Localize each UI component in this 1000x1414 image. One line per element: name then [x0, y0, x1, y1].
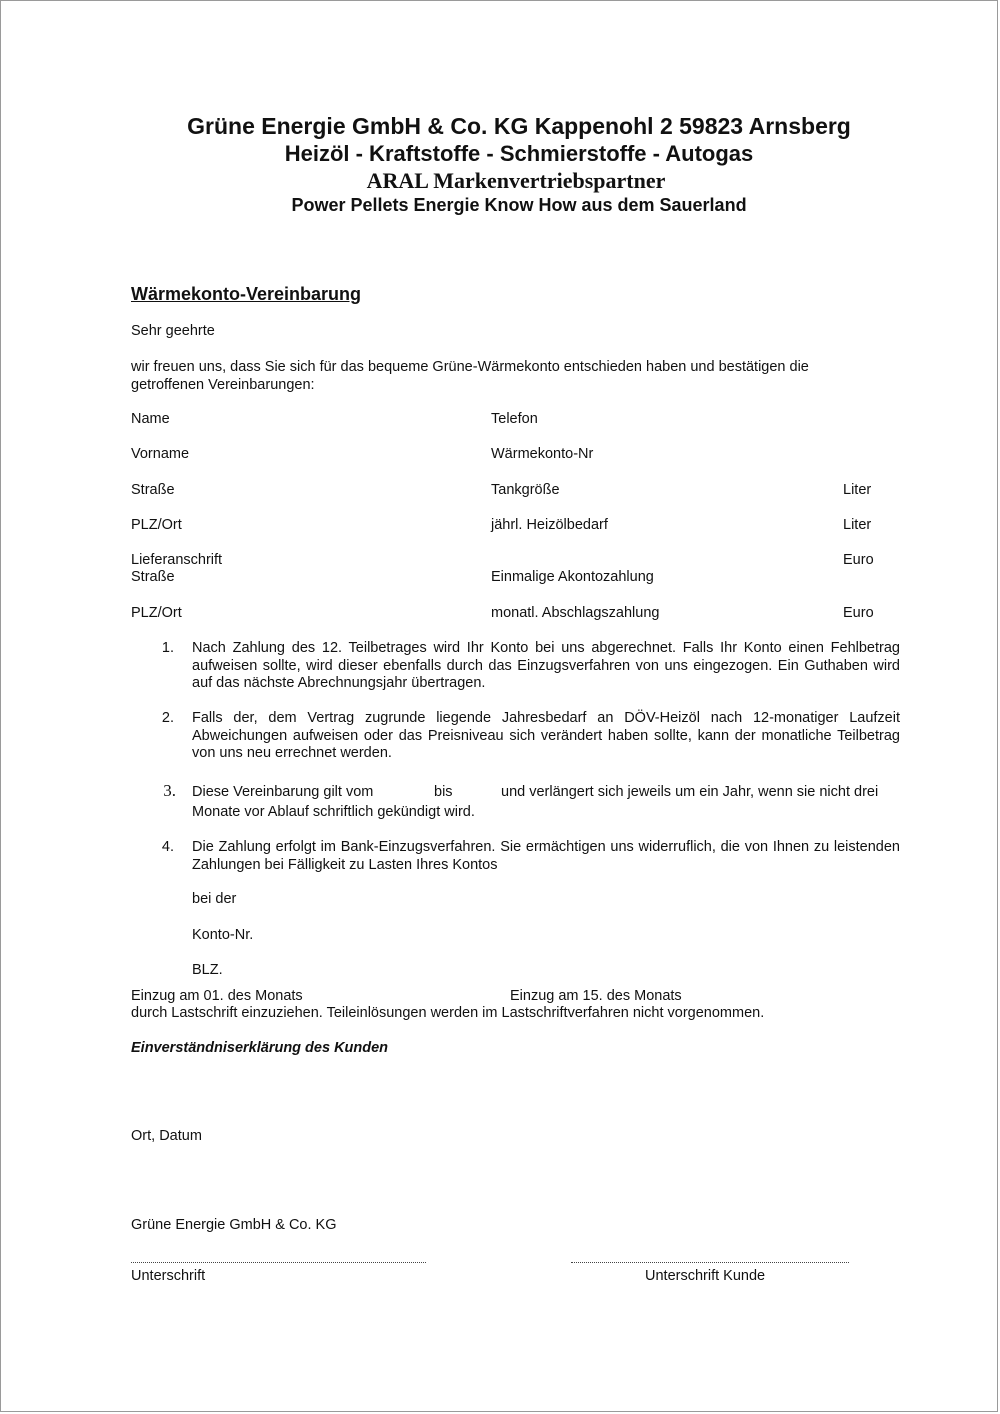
signature-line-customer	[571, 1262, 849, 1263]
products-header-line: Heizöl - Kraftstoffe - Schmierstoffe - Autogas	[284, 141, 754, 166]
list-item-text: Falls der, dem Vertrag zugrunde liegende Jahresbedarf an DÖV-Heizöl nach 12-monatiger Laufzeit Abweichungen aufweisen oder das Preisniveau sich verändert haben sollte, kann der monatliche Teilbetrag von uns neu errechnet werden.	[192, 710, 900, 761]
list-number: 1.	[161, 640, 174, 656]
field-plz-ort-label: PLZ/Ort	[131, 517, 182, 533]
field-name-label: Name	[131, 411, 170, 427]
unit-euro: Euro	[843, 605, 874, 621]
list-item-text: Die Zahlung erfolgt im Bank-Einzugsverfahren. Sie ermächtigen uns widerruflich, die von Ihnen zu leistenden Zahlungen bei Fälligkeit zu Lasten Ihres Kontos	[192, 839, 900, 873]
unit-liter: Liter	[843, 482, 872, 498]
list-item-text: Diese Vereinbarung gilt vom	[192, 784, 374, 800]
unit-euro: Euro	[843, 552, 874, 568]
greeting: Sehr geehrte	[131, 323, 215, 339]
einzug-note: durch Lastschrift einzuziehen. Teileinlösungen werden im Lastschriftverfahren nicht vorgenommen.	[131, 1005, 765, 1021]
account-number-label: Konto-Nr.	[192, 927, 254, 943]
field-vorname-label: Vorname	[131, 446, 190, 462]
list-number: 3.	[163, 781, 176, 800]
einzug-option-15: Einzug am 15. des Monats	[510, 988, 682, 1004]
field-strasse2-label: Straße	[131, 569, 175, 585]
field-akontozahlung-label: Einmalige Akontozahlung	[491, 569, 654, 585]
company-header-line: Grüne Energie GmbH & Co. KG Kappenohl 2 59823 Arnsberg	[187, 113, 851, 139]
field-strasse-label: Straße	[131, 482, 175, 498]
list-item-text: Monate vor Ablauf schriftlich gekündigt wird.	[192, 804, 475, 820]
field-abschlagszahlung-label: monatl. Abschlagszahlung	[491, 605, 660, 621]
consent-heading: Einverständniserklärung des Kunden	[131, 1040, 389, 1056]
list-number: 2.	[161, 710, 174, 726]
list-item-text: Nach Zahlung des 12. Teilbetrages wird Ihr Konto bei uns abgerechnet. Falls Ihr Konto einen Fehlbetrag aufweisen sollte, wird dieser ebenfalls durch das Einzugsverfahren von uns eingezogen. Ein Guthaben wird auf das nächste Abrechnungsjahr übertragen.	[192, 640, 900, 691]
blz-label: BLZ.	[192, 962, 223, 978]
aral-partner-line: ARAL Markenvertriebspartner	[366, 168, 666, 193]
intro-text: wir freuen uns, dass Sie sich für das bequeme Grüne-Wärmekonto entschieden haben und bestätigen die	[131, 359, 809, 375]
field-heizoelbedarf-label: jährl. Heizölbedarf	[491, 517, 608, 533]
einzug-option-01: Einzug am 01. des Monats	[131, 988, 303, 1004]
bank-name-label: bei der	[192, 891, 237, 907]
field-lieferanschrift-label: Lieferanschrift	[131, 552, 223, 568]
signature-label-company: Unterschrift	[131, 1268, 206, 1284]
place-date-label: Ort, Datum	[131, 1128, 202, 1144]
slogan-line: Power Pellets Energie Know How aus dem Sauerland	[291, 195, 747, 215]
list-number: 4.	[161, 839, 174, 855]
field-telefon-label: Telefon	[491, 411, 538, 427]
intro-text-cont: getroffenen Vereinbarungen:	[131, 377, 315, 393]
company-signature-label: Grüne Energie GmbH & Co. KG	[131, 1217, 337, 1233]
list-item-text: und verlängert sich jeweils um ein Jahr, wenn sie nicht drei	[501, 784, 879, 800]
field-tankgroesse-label: Tankgröße	[491, 482, 560, 498]
field-waermekonto-label: Wärmekonto-Nr	[491, 446, 594, 462]
document-title: Wärmekonto-Vereinbarung	[131, 284, 362, 304]
signature-line-company	[131, 1262, 426, 1263]
signature-label-customer: Unterschrift Kunde	[645, 1268, 766, 1284]
list-item-text: bis	[434, 784, 453, 800]
field-plz-ort2-label: PLZ/Ort	[131, 605, 182, 621]
unit-liter: Liter	[843, 517, 872, 533]
